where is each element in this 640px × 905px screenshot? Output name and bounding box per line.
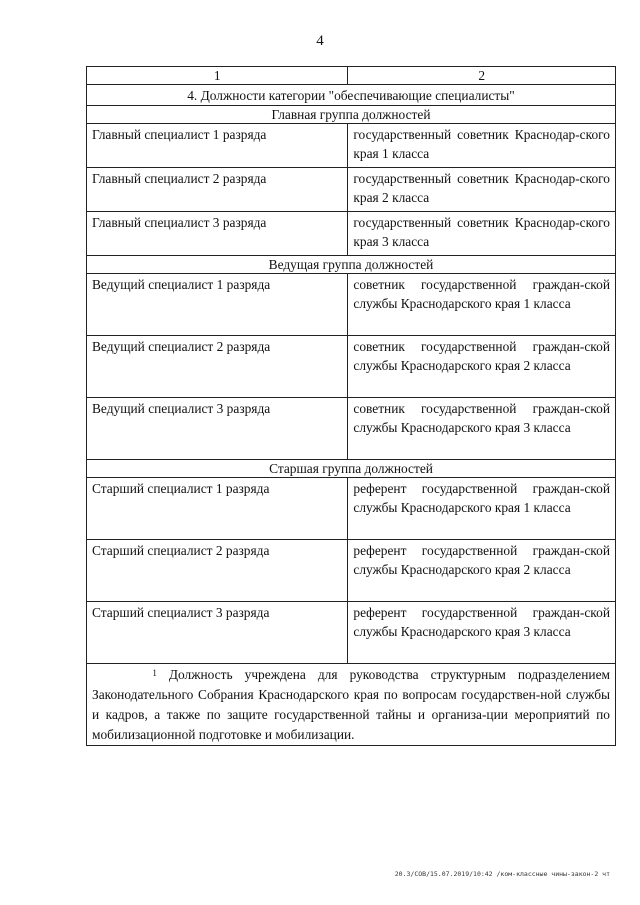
rank-cell: государственный советник Краснодар-ского края 3 класса — [348, 212, 616, 256]
position-cell: Главный специалист 2 разряда — [87, 168, 348, 212]
position-cell: Старший специалист 3 разряда — [87, 602, 348, 664]
footnote-text: Должность учреждена для руководства структурным подразделением Законодательного Собрания Краснодарского края по вопросам государствен-ной службы и кадров, а также по защите государственной тайны и организа-ции мероприятий по мобилизационной подготовке и мобилизации. — [92, 667, 610, 742]
rank-cell: референт государственной граждан-ской службы Краснодарского края 3 класса — [348, 602, 616, 664]
position-cell: Ведущий специалист 2 разряда — [87, 336, 348, 398]
footnote-marker: 1 — [152, 668, 157, 678]
group-title: Ведущая группа должностей — [87, 256, 616, 274]
rank-cell: советник государственной граждан-ской службы Краснодарского края 1 класса — [348, 274, 616, 336]
table-row — [87, 274, 616, 336]
table-row — [87, 478, 616, 540]
footnote — [87, 664, 616, 746]
table-row — [87, 336, 616, 398]
column-number-1: 1 — [87, 67, 348, 85]
table-header-row — [87, 67, 616, 85]
rank-cell: государственный советник Краснодар-ского края 1 класса — [348, 124, 616, 168]
group-title-row — [87, 460, 616, 478]
group-title-row — [87, 256, 616, 274]
group-title: Старшая группа должностей — [87, 460, 616, 478]
group-title: Главная группа должностей — [87, 106, 616, 124]
column-number-2: 2 — [348, 67, 616, 85]
position-cell: Старший специалист 1 разряда — [87, 478, 348, 540]
position-cell: Главный специалист 1 разряда — [87, 124, 348, 168]
table-row — [87, 168, 616, 212]
category-title: 4. Должности категории "обеспечивающие специалисты" — [87, 85, 616, 106]
table-row — [87, 212, 616, 256]
table-row — [87, 124, 616, 168]
group-title-row — [87, 106, 616, 124]
position-cell: Главный специалист 3 разряда — [87, 212, 348, 256]
document-stamp: 20.3/СОВ/15.07.2019/10:42 /ком-классные чины-закон-2 чт — [394, 870, 610, 878]
rank-cell: референт государственной граждан-ской службы Краснодарского края 1 класса — [348, 478, 616, 540]
page-number: 4 — [316, 33, 324, 49]
rank-cell: советник государственной граждан-ской службы Краснодарского края 3 класса — [348, 398, 616, 460]
position-cell: Ведущий специалист 3 разряда — [87, 398, 348, 460]
position-cell: Ведущий специалист 1 разряда — [87, 274, 348, 336]
rank-cell: советник государственной граждан-ской службы Краснодарского края 2 класса — [348, 336, 616, 398]
footnote-row — [87, 664, 616, 746]
rank-cell: государственный советник Краснодар-ского края 2 класса — [348, 168, 616, 212]
rank-cell: референт государственной граждан-ской службы Краснодарского края 2 класса — [348, 540, 616, 602]
category-row — [87, 85, 616, 106]
table-row — [87, 540, 616, 602]
table-row — [87, 398, 616, 460]
table-row — [87, 602, 616, 664]
ranks-table — [86, 66, 616, 746]
position-cell: Старший специалист 2 разряда — [87, 540, 348, 602]
